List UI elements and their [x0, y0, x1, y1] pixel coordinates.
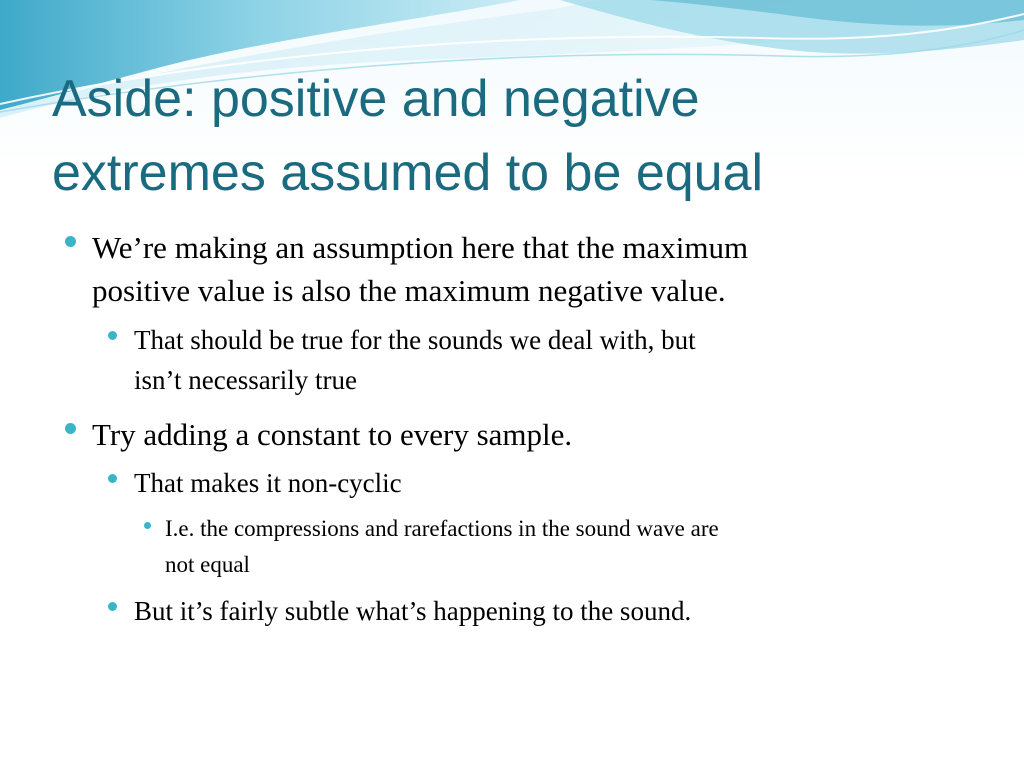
slide-title-line-2: extremes assumed to be equal: [52, 144, 764, 202]
bullet-text-line: Try adding a constant to every sample.: [92, 417, 573, 452]
bullet-text-line: We’re making an assumption here that the maximum: [92, 230, 749, 265]
bullet-text-line: That should be true for the sounds we deal with, but: [134, 325, 696, 355]
bullet-item-level2: [134, 320, 964, 400]
slide-title-line-1: Aside: positive and negative: [52, 70, 700, 128]
bullet-dot-icon: [108, 474, 117, 483]
bullet-item-level1: [92, 413, 972, 456]
bullet-text-line: positive value is also the maximum negative value.: [92, 273, 726, 308]
bullet-text-line: I.e. the compressions and rarefactions in the sound wave are: [165, 516, 719, 541]
slide-title: [52, 62, 992, 210]
bullet-dot-icon: [108, 331, 117, 340]
bullet-dot-icon: [65, 236, 76, 247]
bullet-item-level2: [134, 463, 964, 503]
bullet-dot-icon: [65, 423, 76, 434]
bullet-text-line: That makes it non-cyclic: [134, 468, 402, 498]
bullet-item-level1: [92, 226, 972, 312]
bullet-dot-icon: [108, 602, 117, 611]
bullet-text-line: isn’t necessarily true: [134, 365, 357, 395]
bullet-text-line: But it’s fairly subtle what’s happening to the sound.: [134, 596, 692, 626]
bullet-item-level2: [134, 591, 964, 631]
bullet-text-line: not equal: [165, 552, 250, 577]
bullet-dot-icon: [144, 522, 151, 529]
bullet-item-level3: [165, 511, 965, 583]
